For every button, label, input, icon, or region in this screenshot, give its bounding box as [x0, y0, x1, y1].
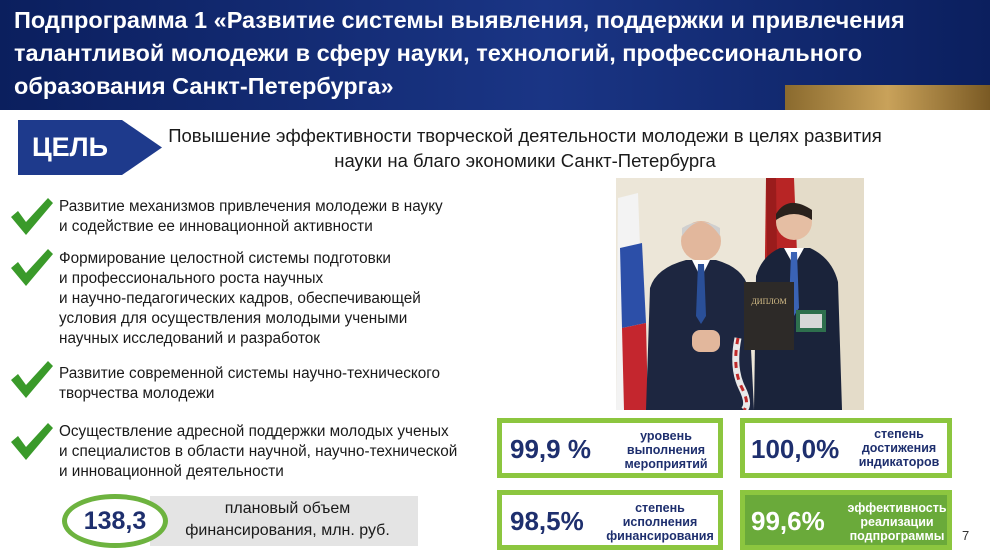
indicator-label: эффективность реализации подпрограммы — [847, 501, 947, 543]
indicator-card — [497, 490, 723, 550]
diploma-text: ДИПЛОМ — [751, 297, 787, 306]
check-icon — [8, 358, 54, 400]
indicator-value: 99,9 % — [510, 434, 591, 464]
indicator-label: степень исполнения финансирования — [606, 501, 714, 543]
indicator-value: 100,0% — [751, 434, 840, 464]
indicator-value: 98,5% — [510, 506, 584, 536]
indicator-card — [497, 418, 723, 478]
header-gold-accent — [785, 85, 990, 110]
financing-label: плановый объем финансирования, млн. руб. — [185, 500, 390, 539]
goal-text: Повышение эффективности творческой деятельности молодежи в целях развития науки на благо экономики Санкт-Петербурга — [168, 125, 882, 171]
indicator-value: 99,6% — [751, 506, 825, 536]
award-photo-illustration — [616, 178, 864, 410]
award-photo — [616, 178, 864, 410]
indicator-label: степень достижения индикаторов — [858, 427, 940, 469]
indicator-label: уровень выполнения мероприятий — [624, 429, 708, 471]
check-icon — [8, 420, 54, 462]
goal-label: ЦЕЛЬ — [18, 120, 122, 175]
task-text: Формирование целостной системы подготовки и профессионального роста научных и научно-педагогических кадров, обеспечивающей условия для осуществления молодыми учеными научных исследований и разработок — [59, 250, 421, 347]
page-title: Подпрограмма 1 «Развитие системы выявления, поддержки и привлечения талантливой молодежи в сферу науки, технологий, профессионального образования Санкт-Петербурга» — [14, 7, 905, 99]
check-icon — [8, 246, 54, 288]
header-banner — [0, 0, 990, 110]
task-text: Осуществление адресной поддержки молодых ученых и специалистов в области научной, научно-технической и инновационной деятельности — [59, 423, 458, 480]
indicator-card — [740, 418, 952, 478]
financing-value: 138,3 — [62, 494, 168, 548]
arrow-icon — [122, 120, 162, 175]
page-number: 7 — [962, 528, 970, 543]
task-text: Развитие современной системы научно-технического творчества молодежи — [59, 365, 441, 402]
check-icon — [8, 195, 54, 237]
indicator-card-highlight — [740, 490, 952, 550]
task-text: Развитие механизмов привлечения молодежи в науку и содействие ее инновационной активности — [59, 198, 443, 235]
